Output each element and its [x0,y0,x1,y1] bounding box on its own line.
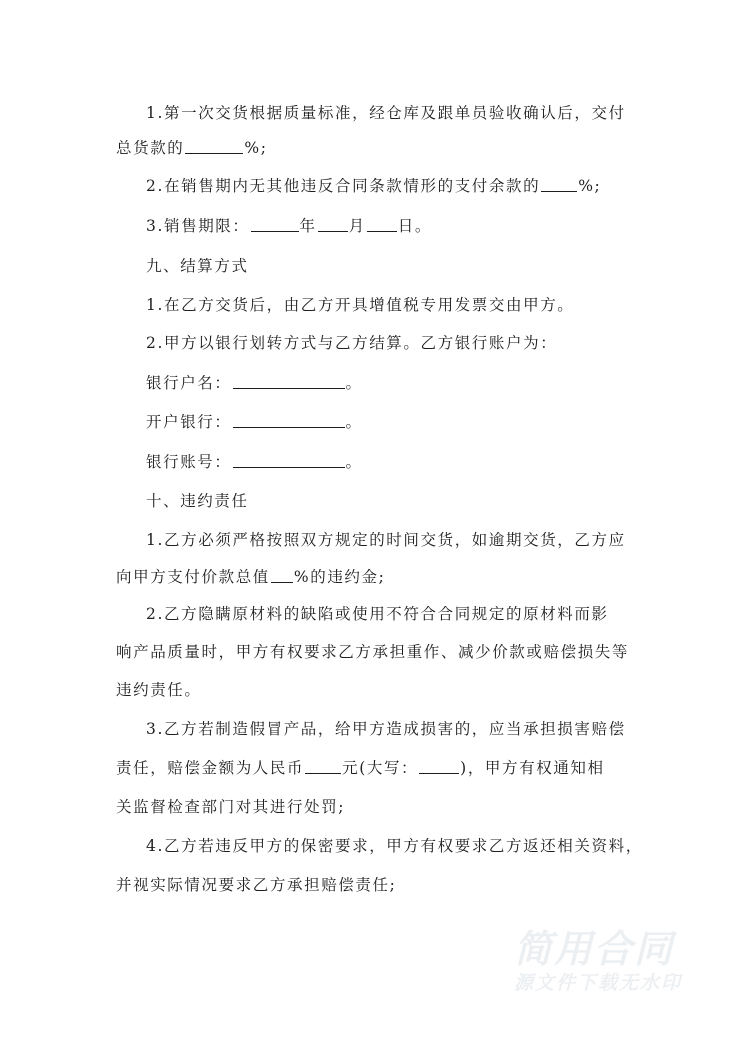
text-line: 2.乙方隐瞒原材料的缺陷或使用不符合合同规定的原材料而影 [146,605,609,623]
text-line: 2.甲方以银行划转方式与乙方结算。乙方银行账户为： [146,334,558,352]
watermark-title: 简用合同 [514,927,675,971]
text-line: 违约责任。 [116,681,202,699]
text-line: 2.在销售期内无其他违反合同条款情形的支付余款的 %; [146,177,602,195]
blank-field [233,453,345,468]
text-line: 3.乙方若制造假冒产品，给甲方造成损害的，应当承担损害赔偿 [146,720,626,738]
text-line: 并视实际情况要求乙方承担赔偿责任; [116,876,397,894]
blank-field [271,568,293,583]
blank-field [185,139,243,154]
text-line: 1.乙方必须严格按照双方规定的时间交货，如逾期交货，乙方应 [146,531,626,549]
blank-field [541,177,577,192]
text-line: 总货款的 %; [116,139,268,157]
watermark-logo [510,918,700,1008]
blank-field [318,217,348,232]
text-line: 向甲方支付价款总值 %的违约金; [116,568,386,586]
blank-field [233,413,345,428]
text-line: 银行户名： 。 [146,374,363,392]
blank-field [251,217,299,232]
text-line: 关监督检查部门对其进行处罚; [116,798,346,816]
text-line: 响产品质量时，甲方有权要求乙方承担重作、减少价款或赔偿损失等 [116,643,630,661]
blank-field [233,374,345,389]
blank-field [367,217,397,232]
section-heading: 九、结算方式 [146,257,249,275]
text-line: 3.销售期限： 年 月 日。 [146,217,432,235]
section-heading: 十、违约责任 [146,492,249,510]
text-line: 银行账号： 。 [146,453,363,471]
watermark-subtitle: 源文件下载无水印 [514,972,683,994]
blank-field [419,759,459,774]
text-line: 1.在乙方交货后，由乙方开具增值税专用发票交由甲方。 [146,296,575,314]
text-line: 责任，赔偿金额为人民币 元(大写： )，甲方有权通知相 [116,759,605,777]
text-line: 1.第一次交货根据质量标准，经仓库及跟单员验收确认后，交付 [146,104,626,122]
text-line: 4.乙方若违反甲方的保密要求，甲方有权要求乙方返还相关资料， [146,837,643,855]
text-line: 开户银行： 。 [146,413,363,431]
blank-field [305,759,341,774]
